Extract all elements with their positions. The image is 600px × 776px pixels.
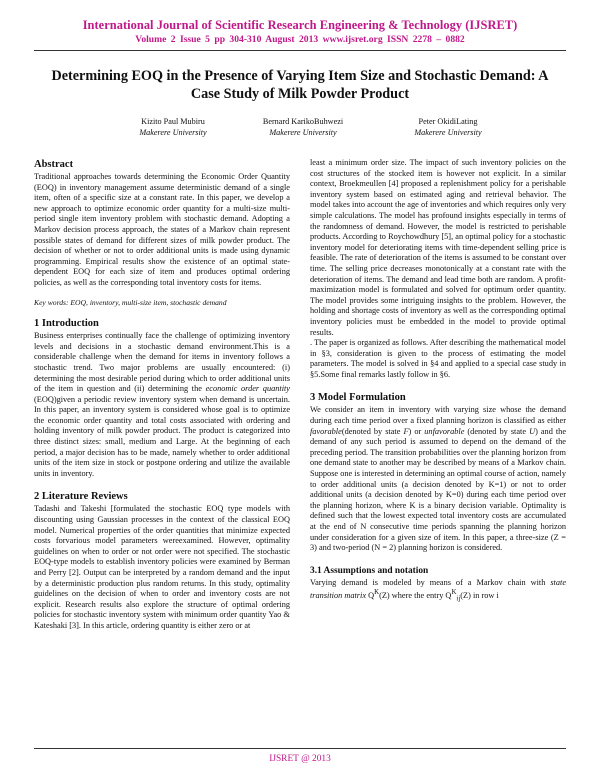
author-affiliation: Makerere University xyxy=(269,127,337,137)
author-2 xyxy=(228,117,378,138)
paper-title: Determining EOQ in the Presence of Varying Item Size and Stochastic Demand: A Case Study of Milk Powder Product xyxy=(51,68,549,102)
author-name: Kizito Paul Mubiru xyxy=(141,117,205,126)
model-heading: 3 Model Formulation xyxy=(310,392,406,404)
journal-header xyxy=(0,18,600,45)
literature-heading: 2 Literature Reviews xyxy=(34,491,128,503)
right-column xyxy=(310,158,566,605)
organization-paragraph: . The paper is organized as follows. After describing the mathematical model in §3, consideration is given to the process of estimating the model parameters. The model is solved in §4 and applied to a special case study in §5.Some final remarks lastly follow in §6. xyxy=(310,338,566,379)
author-name: Peter OkidiLating xyxy=(418,117,478,126)
assumptions-text: Varying demand is modeled by means of a Markov chain with state transition matrix $Q^K(Z)$ where the entry $Q^K_{ij}(Z)$ in row i xyxy=(310,577,566,603)
author-affiliation: Makerere University xyxy=(139,127,207,137)
left-column xyxy=(34,158,290,632)
header-rule xyxy=(34,50,566,51)
literature-text: Tadashi and Takeshi [formulated the stochastic EOQ type models with discounting using Gaussian processes in the context of the classical EOQ model. Numerical properties of the order quantities that minimize expected costs forvarious model parameters wereexamined. However, optimality guidelines on when to order or not order were not specified. The stochastic EOQ-type models to establish inventory policies were examined by Berman and Perry [2]. Output can be interpreted by a random demand and the input by a deterministic production plus random returns. In this study, optimality guidelines on the decision of when to order and inventory costs are not explicit. Research results also explore the structure of optimal ordering policies for stochastic inventory system with minimum order quantity Yao & Kateshaki [3]. In this article, ordering quantity is either zero or at xyxy=(34,504,290,630)
abstract-heading: Abstract xyxy=(34,159,74,170)
volume-line: Volume 2 Issue 5 pp 304-310 August 2013 www.ijsret.org ISSN 2278 – 0882 xyxy=(135,34,465,45)
author-name: Bernard KarikoBuhwezi xyxy=(262,117,344,126)
author-3 xyxy=(383,117,513,138)
assumptions-heading: 3.1 Assumptions and notation xyxy=(310,565,429,576)
footer-rule xyxy=(34,748,566,749)
author-affiliation: Makerere University xyxy=(414,127,482,137)
abstract-text: Traditional approaches towards determining the Economic Order Quantity (EOQ) in inventory management assume deterministic demand of a single item, often of a specific size at a constant rate. In this paper, we develop a new approach to optimize economic order quantity for a multi-size multi-period single item inventory problem with stochastic demand. Adopting a Markov decision process approach, the states of a Markov chain represent possible states of demand for different sizes of milk powder product. The decision of whether or not to order additional units is made using dynamic programming. Empirical results show the existence of an optimal state-dependent EOQ for each size of item and produces optimal ordering policies, as well as the corresponding total inventory costs for items. xyxy=(34,172,290,287)
intro-heading: 1 Introduction xyxy=(34,318,99,330)
keywords: Key words: EOQ, inventory, multi-size item, stochastic demand xyxy=(34,297,227,307)
page-footer: IJSRET @ 2013 xyxy=(269,754,331,764)
model-text: We consider an item in inventory with varying size whose the demand during each time period over a fixed planning horizon is classified as either favorable(denoted by state F) or unfavorable (denoted by state U) and the demand of any such period is assumed to depend on the demand of the preceding period. The transition probabilities over the planning horizon from one demand state to another may be described by means of a Markov chain. Suppose one is interested in determining an optimal course of action, namely to order additional units (a decision denoted by K=1) or not to order additional units (a decision denoted by K=0) during each time period over the planning horizon, where K is a binary decision variable. Optimality is defined such that the lowest expected total inventory costs are accumulated at the end of N consecutive time periods spanning the planning horizon under consideration for a given size of item. In this paper, a three-size (Z = 3) and two-period (N = 2) planning horizon is considered. xyxy=(310,405,567,553)
author-1 xyxy=(108,117,238,138)
journal-name: International Journal of Scientific Research Engineering & Technology (IJSRET) xyxy=(82,18,518,32)
literature-continued: least a minimum order size. The impact of such inventory policies on the cost structures of the stocked item is however not explicit. In a similar context, Broekmeullen [4] proposed a replenishment policy for a perishable inventory system based on estimated aging and retrieval behavior. The model takes into account the age of inventories and which requires only very simple calculations. The model has profound insights especially in terms of the randomness of demand. However, the model is restricted to perishable products. According to Roychowdhury [5], an optimal policy for a stochastic inventory model for deteriorating items with time-dependent selling price is feasible. The rate of deterioration of the items is assumed to be constant over time. The selling price decreases monotonically at a constant rate with the deterioration of items. The demand and lead time both are random. A profit-maximization model is formulated and solved for optimum order quantity. The model provides some intriguing insights to the problem. However, the holding and shortage costs of inventory as well as the corresponding optimal inventory policies must be embedded in the model to provide optimal results. xyxy=(310,158,566,337)
intro-text: Business enterprises continually face the challenge of optimizing inventory levels and decisions in a stochastic demand environment.This is a considerable challenge when the demand for items in inventory follows a stochastic trend. Two major problems are usually encountered: (i) determining the most desirable period during which to order additional units of the item in question and (ii) determining the economic order quantity (EOQ)given a periodic review inventory system when demand is uncertain. In this paper, an inventory system is considered whose goal is to optimize the economic order quantity and total costs associated with ordering and holding inventory of milk powder product. The product is categorized into three distinct sizes: small, medium and Large. At the beginning of each period, a major decision has to be made, namely whether to order additional units of the item size in stock or postpone ordering and utilize the available units in inventory. xyxy=(34,331,290,478)
